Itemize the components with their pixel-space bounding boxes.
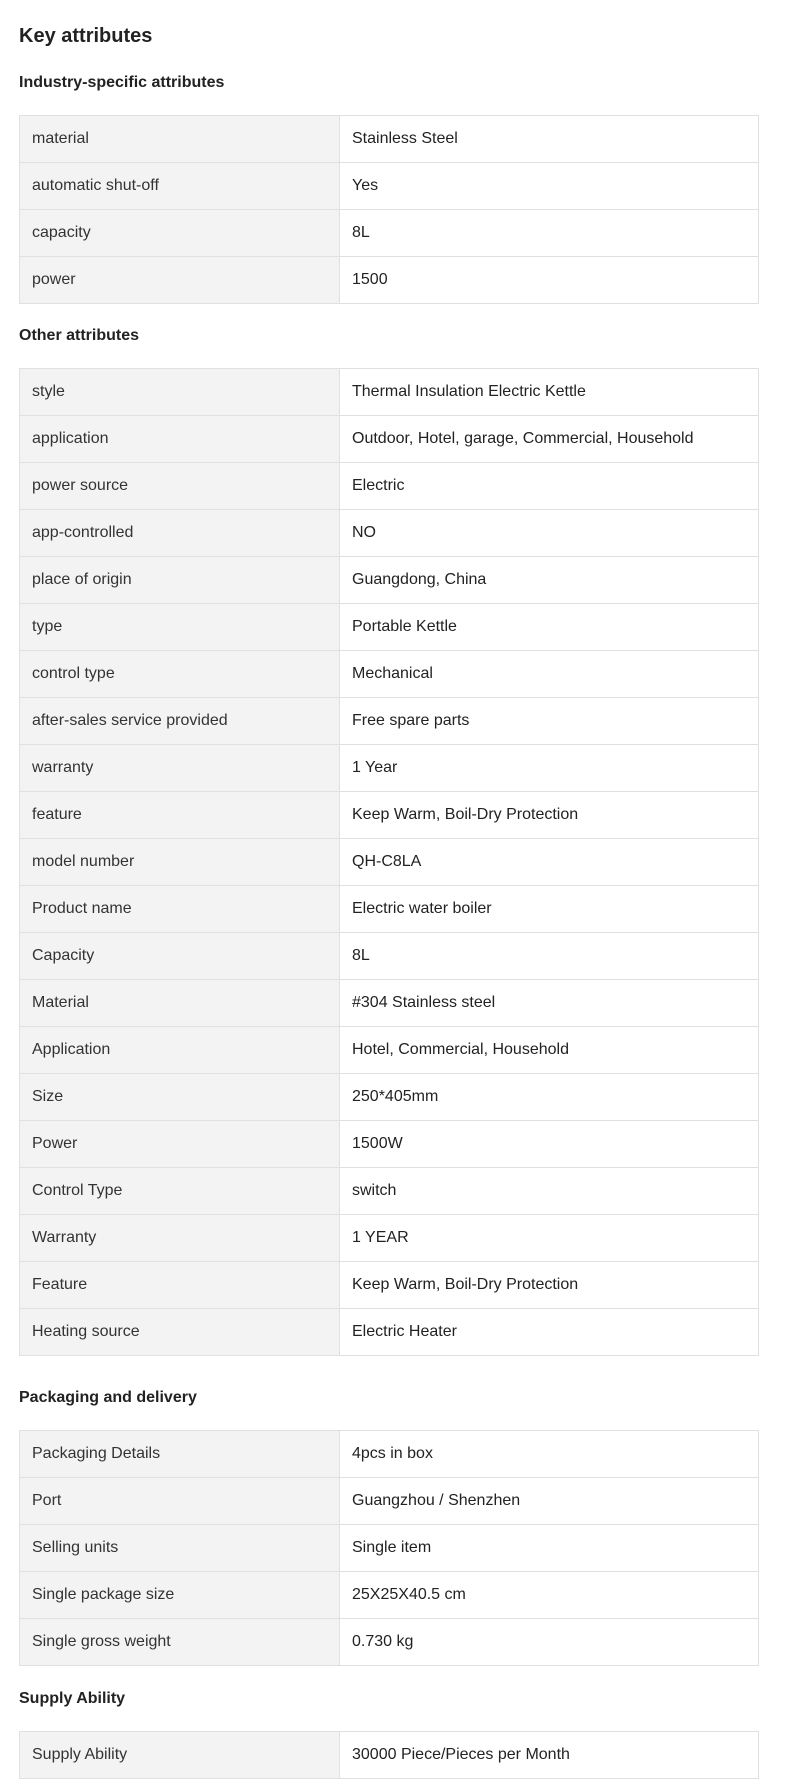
table-row — [20, 369, 759, 416]
attribute-value: 0.730 kg — [340, 1619, 759, 1666]
table-row — [20, 1121, 759, 1168]
attributes-table-other-attributes — [19, 368, 759, 1356]
attribute-name: application — [20, 416, 340, 463]
attribute-value: Keep Warm, Boil-Dry Protection — [340, 792, 759, 839]
attribute-value: 1 Year — [340, 745, 759, 792]
attribute-name: control type — [20, 651, 340, 698]
attribute-name: after-sales service provided — [20, 698, 340, 745]
section-heading-industry-specific-attributes: Industry-specific attributes — [19, 74, 225, 91]
attribute-name: Material — [20, 980, 340, 1027]
attribute-name: warranty — [20, 745, 340, 792]
table-row — [20, 1572, 759, 1619]
attribute-value: Electric water boiler — [340, 886, 759, 933]
table-row — [20, 1168, 759, 1215]
attribute-name: place of origin — [20, 557, 340, 604]
table-row — [20, 933, 759, 980]
table-row — [20, 257, 759, 304]
attribute-value: Outdoor, Hotel, garage, Commercial, Household — [340, 416, 759, 463]
attribute-value: Mechanical — [340, 651, 759, 698]
attribute-name: power source — [20, 463, 340, 510]
attribute-value: Electric Heater — [340, 1309, 759, 1356]
attribute-name: Product name — [20, 886, 340, 933]
table-row — [20, 116, 759, 163]
attribute-name: Power — [20, 1121, 340, 1168]
attribute-value: 250*405mm — [340, 1074, 759, 1121]
attribute-name: Single package size — [20, 1572, 340, 1619]
attribute-name: Supply Ability — [20, 1732, 340, 1779]
table-row — [20, 163, 759, 210]
attribute-name: Control Type — [20, 1168, 340, 1215]
table-row — [20, 839, 759, 886]
section-heading-other-attributes: Other attributes — [19, 327, 140, 344]
table-row — [20, 557, 759, 604]
attribute-name: model number — [20, 839, 340, 886]
attribute-value: 1 YEAR — [340, 1215, 759, 1262]
attribute-name: Heating source — [20, 1309, 340, 1356]
table-row — [20, 651, 759, 698]
attribute-name: Packaging Details — [20, 1431, 340, 1478]
attribute-value: 1500W — [340, 1121, 759, 1168]
attribute-name: Feature — [20, 1262, 340, 1309]
table-row — [20, 792, 759, 839]
attribute-name: style — [20, 369, 340, 416]
table-row — [20, 604, 759, 651]
attributes-table-packaging-and-delivery — [19, 1430, 759, 1666]
table-row — [20, 1525, 759, 1572]
attribute-name: capacity — [20, 210, 340, 257]
attributes-table-supply-ability — [19, 1731, 759, 1779]
attribute-value: NO — [340, 510, 759, 557]
table-row — [20, 1215, 759, 1262]
attribute-value: Hotel, Commercial, Household — [340, 1027, 759, 1074]
attribute-value: 25X25X40.5 cm — [340, 1572, 759, 1619]
table-row — [20, 1309, 759, 1356]
table-row — [20, 698, 759, 745]
section-heading-supply-ability: Supply Ability — [19, 1690, 126, 1707]
attributes-table-industry-specific-attributes — [19, 115, 759, 304]
attribute-value: Free spare parts — [340, 698, 759, 745]
table-row — [20, 1478, 759, 1525]
attribute-value: 4pcs in box — [340, 1431, 759, 1478]
page-title: Key attributes — [19, 25, 153, 47]
attribute-name: Single gross weight — [20, 1619, 340, 1666]
attribute-name: app-controlled — [20, 510, 340, 557]
attribute-value: 8L — [340, 210, 759, 257]
attribute-value: Portable Kettle — [340, 604, 759, 651]
table-row — [20, 1431, 759, 1478]
attribute-value: Keep Warm, Boil-Dry Protection — [340, 1262, 759, 1309]
attribute-value: Stainless Steel — [340, 116, 759, 163]
attribute-name: Capacity — [20, 933, 340, 980]
attribute-value: #304 Stainless steel — [340, 980, 759, 1027]
attribute-name: type — [20, 604, 340, 651]
attribute-value: QH-C8LA — [340, 839, 759, 886]
table-row — [20, 510, 759, 557]
attribute-name: Warranty — [20, 1215, 340, 1262]
attribute-name: feature — [20, 792, 340, 839]
table-row — [20, 416, 759, 463]
table-row — [20, 1074, 759, 1121]
table-row — [20, 210, 759, 257]
attribute-name: Size — [20, 1074, 340, 1121]
table-row — [20, 1027, 759, 1074]
attribute-value: Single item — [340, 1525, 759, 1572]
table-row — [20, 1262, 759, 1309]
attribute-value: 8L — [340, 933, 759, 980]
table-row — [20, 886, 759, 933]
attribute-value: Yes — [340, 163, 759, 210]
attribute-name: power — [20, 257, 340, 304]
attribute-value: Thermal Insulation Electric Kettle — [340, 369, 759, 416]
attribute-name: automatic shut-off — [20, 163, 340, 210]
table-row — [20, 1732, 759, 1779]
attribute-value: 1500 — [340, 257, 759, 304]
table-row — [20, 980, 759, 1027]
table-row — [20, 1619, 759, 1666]
table-row — [20, 463, 759, 510]
attribute-value: 30000 Piece/Pieces per Month — [340, 1732, 759, 1779]
attribute-value: Guangzhou / Shenzhen — [340, 1478, 759, 1525]
section-heading-packaging-and-delivery: Packaging and delivery — [19, 1389, 197, 1406]
attribute-value: switch — [340, 1168, 759, 1215]
attribute-name: material — [20, 116, 340, 163]
attribute-name: Selling units — [20, 1525, 340, 1572]
attribute-value: Guangdong, China — [340, 557, 759, 604]
attribute-name: Application — [20, 1027, 340, 1074]
attribute-value: Electric — [340, 463, 759, 510]
attribute-name: Port — [20, 1478, 340, 1525]
table-row — [20, 745, 759, 792]
